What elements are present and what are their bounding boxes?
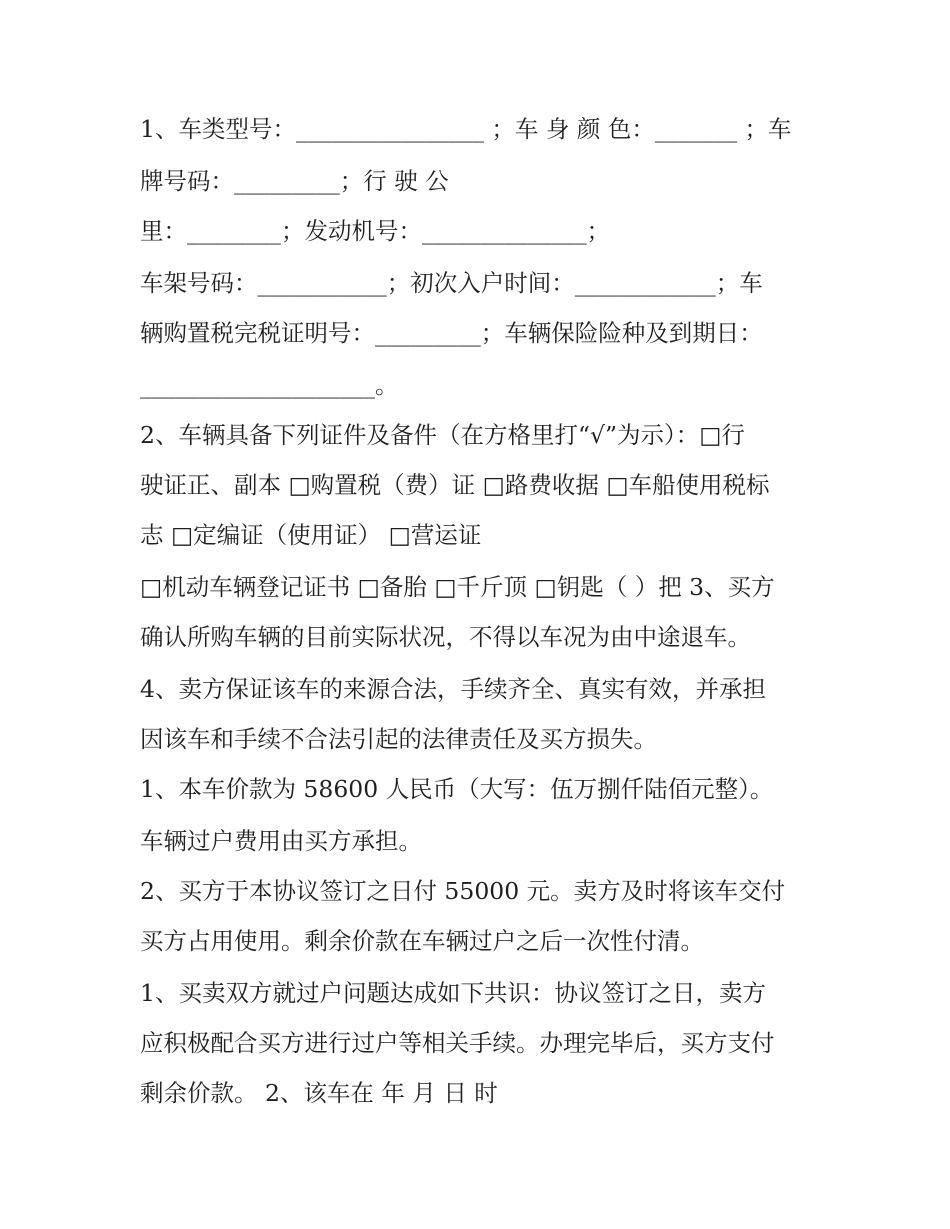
text-line-1: 1、车类型号：________________ ；车 身 颜 色：_______ ；车 — [140, 115, 792, 143]
text-line-19: 应积极配合买方进行过户等相关手续。办理完毕后，买方支付 — [140, 1029, 775, 1057]
text-line-20: 剩余价款。 2、该车在 年 月 日 时 — [140, 1079, 498, 1107]
text-line-13: 因该车和手续不合法引起的法律责任及买方损失。 — [140, 725, 657, 753]
text-line-16: 2、买方于本协议签订之日付 55000 元。卖方及时将该车交付 — [140, 877, 786, 905]
text-line-3: 里：________；发动机号：______________； — [140, 217, 610, 245]
text-line-4: 车架号码：___________；初次入户时间：____________；车 — [140, 269, 763, 297]
text-line-9: 志 □定编证（使用证） □营运证 — [140, 521, 482, 549]
text-line-18: 1、买卖双方就过户问题达成如下共识：协议签订之日，卖方 — [140, 979, 766, 1007]
text-line-6: ____________________。 — [140, 371, 399, 399]
text-line-7: 2、车辆具备下列证件及备件（在方格里打“√”为示）：□行 — [140, 421, 745, 449]
text-line-5: 辆购置税完税证明号：_________；车辆保险险种及到期日： — [140, 319, 763, 347]
text-line-14: 1、本车价款为 58600 人民币（大写：伍万捌仟陆佰元整）。 — [140, 775, 774, 803]
text-line-11: 确认所购车辆的目前实际状况，不得以车况为由中途退车。 — [140, 623, 751, 651]
text-line-15: 车辆过户费用由买方承担。 — [140, 827, 422, 855]
text-line-17: 买方占用使用。剩余价款在车辆过户之后一次性付清。 — [140, 927, 704, 955]
text-line-2: 牌号码：_________；行 驶 公 — [140, 167, 449, 195]
text-line-12: 4、卖方保证该车的来源合法，手续齐全、真实有效，并承担 — [140, 675, 766, 703]
text-line-8: 驶证正、副本 □购置税（费）证 □路费收据 □车船使用税标 — [140, 471, 770, 499]
text-line-10: □机动车辆登记证书 □备胎 □千斤顶 □钥匙（ ）把 3、买方 — [140, 573, 775, 601]
